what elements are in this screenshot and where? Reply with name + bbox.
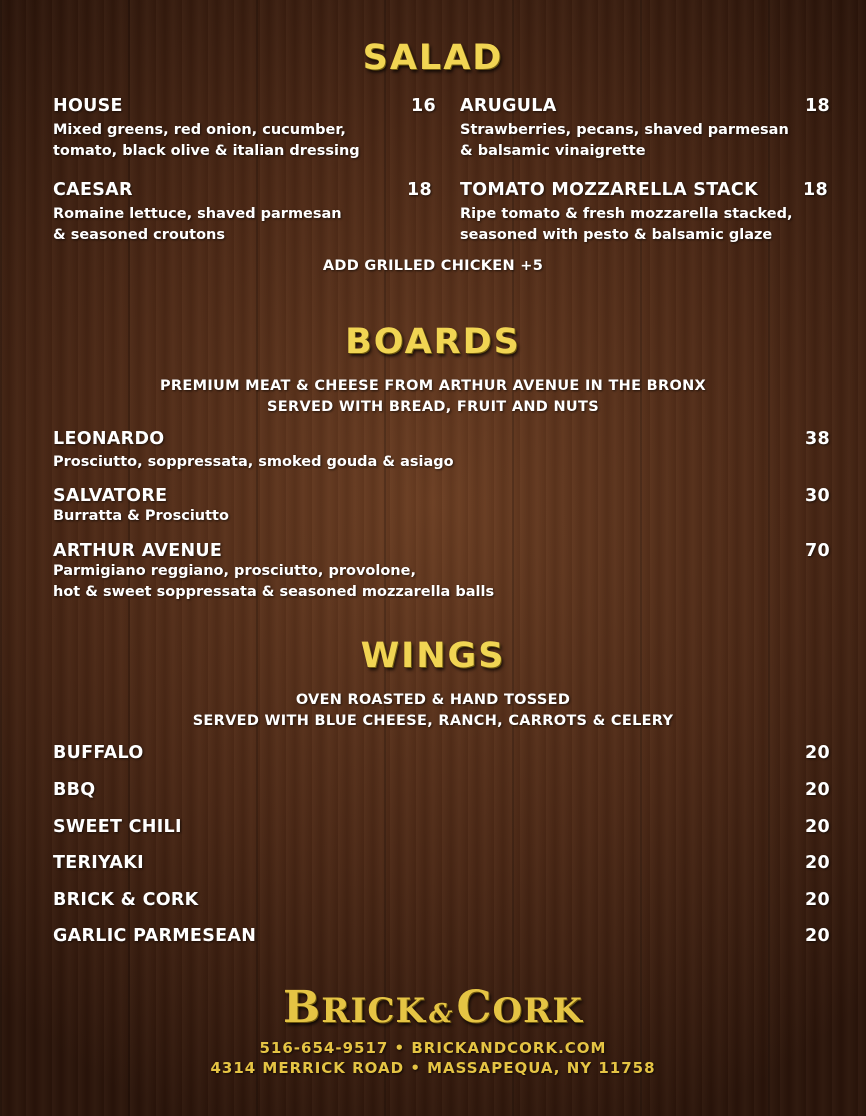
salad-item-house-desc: Mixed greens, red onion, cucumber, tomato, black olive & italian dressing [53, 122, 360, 159]
boards-item-salvatore-name: SALVATORE [53, 486, 168, 506]
footer-address: 4314 MERRICK ROAD • MASSAPEQUA, NY 11758 [210, 1059, 656, 1077]
salad-item-arugula-desc: Strawberries, pecans, shaved parmesan & balsamic vinaigrette [460, 122, 789, 159]
boards-item-salvatore-price: 30 [805, 486, 830, 506]
brick-and-cork-logo: BRICK &CORK [283, 982, 583, 1033]
wings-subtitle: OVEN ROASTED & HAND TOSSED SERVED WITH BLUE CHEESE, RANCH, CARROTS & CELERY [192, 692, 674, 729]
boards-item-arthur-avenue-desc: Parmigiano reggiano, prosciutto, provolone, hot & sweet soppressata & seasoned mozzarella balls [53, 563, 495, 600]
boards-item-leonardo-name: LEONARDO [53, 429, 165, 449]
wings-item-price: 20 [805, 817, 830, 837]
boards-item-salvatore-desc: Burratta & Prosciutto [53, 508, 229, 524]
salad-title: SALAD [362, 38, 504, 78]
salad-item-tomato-stack-desc: Ripe tomato & fresh mozzarella stacked, seasoned with pesto & balsamic glaze [460, 206, 793, 243]
salad-item-caesar-desc: Romaine lettuce, shaved parmesan & seasoned croutons [53, 206, 342, 243]
boards-item-arthur-avenue-price: 70 [805, 541, 830, 561]
salad-item-tomato-stack-price: 18 [803, 180, 828, 200]
salad-item-caesar-price: 18 [407, 180, 432, 200]
wings-item-name: BUFFALO [53, 743, 144, 763]
salad-item-caesar-name: CAESAR [53, 180, 133, 200]
wings-item-name: BRICK & CORK [53, 890, 199, 910]
wings-item-price: 20 [805, 853, 830, 873]
wings-item-price: 20 [805, 890, 830, 910]
wings-item-name: BBQ [53, 780, 96, 800]
boards-subtitle: PREMIUM MEAT & CHEESE FROM ARTHUR AVENUE IN THE BRONX SERVED WITH BREAD, FRUIT AND NUTS [160, 378, 706, 415]
boards-title: BOARDS [345, 322, 521, 362]
wings-item-name: SWEET CHILI [53, 817, 182, 837]
wings-item-price: 20 [805, 926, 830, 946]
salad-item-arugula-name: ARUGULA [460, 96, 557, 116]
salad-item-house-price: 16 [411, 96, 436, 116]
footer-contact: 516-654-9517 • BRICKANDCORK.COM [259, 1039, 607, 1057]
salad-add-chicken-note: ADD GRILLED CHICKEN +5 [322, 258, 544, 274]
salad-item-house-name: HOUSE [53, 96, 123, 116]
wings-item-name: TERIYAKI [53, 853, 144, 873]
wings-title: WINGS [360, 636, 506, 676]
boards-item-leonardo-price: 38 [805, 429, 830, 449]
salad-item-tomato-stack-name: TOMATO MOZZARELLA STACK [460, 180, 758, 200]
wings-item-price: 20 [805, 743, 830, 763]
wings-item-name: GARLIC PARMESEAN [53, 926, 257, 946]
wings-item-price: 20 [805, 780, 830, 800]
boards-item-arthur-avenue-name: ARTHUR AVENUE [53, 541, 223, 561]
boards-item-leonardo-desc: Prosciutto, soppressata, smoked gouda & asiago [53, 454, 454, 470]
salad-item-arugula-price: 18 [805, 96, 830, 116]
